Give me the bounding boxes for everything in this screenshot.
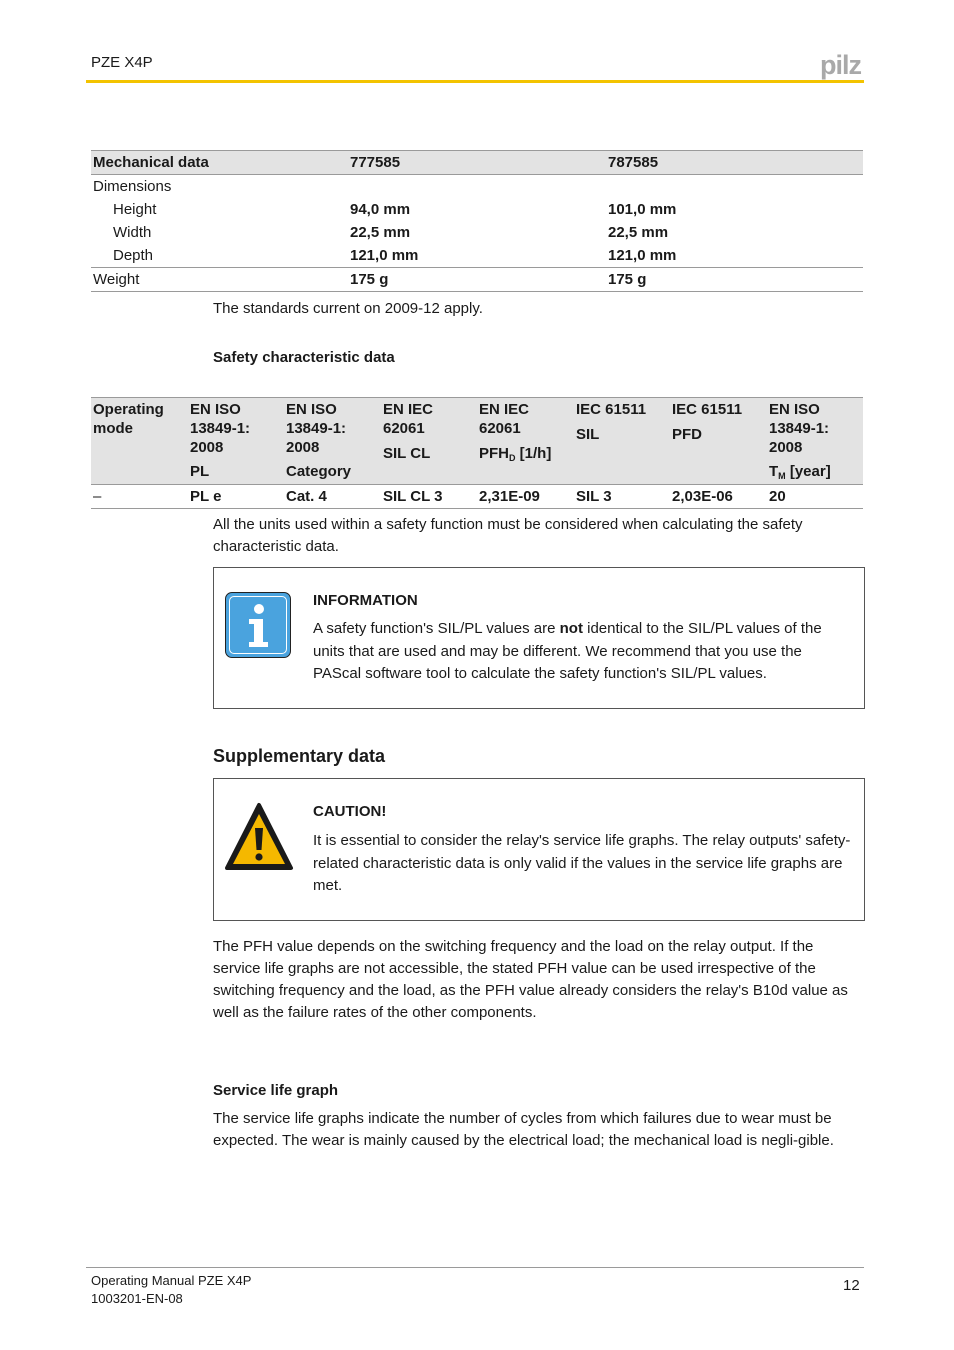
header-standard: EN ISO 13849-1: 2008 — [769, 401, 830, 456]
safety-heading: Safety characteristic data — [213, 349, 395, 366]
header-standard: IEC 61511 — [672, 401, 743, 418]
header-standard: EN ISO 13849-1: 2008 — [286, 401, 347, 456]
depth-label: Depth — [113, 247, 154, 264]
emphasis-not: not — [559, 620, 583, 637]
table-row — [91, 198, 863, 221]
safety-note: All the units used within a safety function must be considered when calculating the safety characteristic data. — [213, 516, 803, 555]
header-quantity: PL — [190, 463, 210, 480]
weight-value-777585: 175 g — [350, 271, 389, 288]
header-en-iec-pfhd — [479, 400, 571, 468]
information-icon — [225, 592, 291, 658]
header-standard: IEC 61511 — [576, 401, 647, 418]
dimensions-label: Dimensions — [93, 178, 172, 195]
header-en-iso-tm — [769, 400, 861, 481]
table-row — [91, 244, 863, 267]
caution-text: It is essential to consider the relay's service life graphs. The relay outputs' safety-related characteristic data is only valid if the values in the service life graphs are met. — [313, 832, 851, 894]
header-standard: EN IEC 62061 — [383, 401, 434, 437]
height-label: Height — [113, 201, 157, 218]
header-quantity: SIL — [576, 426, 600, 443]
header-standard: EN ISO 13849-1: 2008 — [190, 401, 251, 456]
footer-rule — [86, 1267, 864, 1268]
header-quantity: $PFH_D$ [1/h] — [479, 445, 552, 463]
depth-value-777585: 121,0 mm — [350, 247, 419, 264]
header-en-iso-pl — [190, 400, 282, 480]
service-life-text: The service life graphs indicate the number of cycles from which failures due to wear must be expected. The wear is mainly caused by the electrical load; the mechanical load is negli-gible. — [213, 1110, 834, 1149]
cell-tm: 20 — [769, 488, 786, 505]
cell-pfd: 2,03E-06 — [672, 488, 733, 505]
table-header-row — [91, 397, 863, 485]
information-box — [213, 567, 865, 709]
header-en-iec-sil-cl — [383, 400, 475, 463]
header-iec-61511-sil — [576, 400, 668, 444]
footer-manual-title: Operating Manual PZE X4P — [91, 1273, 252, 1288]
warning-icon — [224, 802, 294, 872]
header-en-iso-category — [286, 400, 378, 480]
table-row — [91, 267, 863, 292]
pilz-logo: pilz — [820, 50, 861, 80]
height-value-777585: 94,0 mm — [350, 201, 411, 218]
weight-value-787585: 175 g — [608, 271, 647, 288]
header-rule — [86, 80, 864, 83]
supplementary-heading: Supplementary data — [213, 746, 386, 766]
cell-operating-mode: – — [93, 488, 102, 505]
header-iec-61511-pfd — [672, 400, 764, 444]
caution-box — [213, 778, 865, 921]
cell-pl: PL e — [190, 488, 222, 505]
header-mechanical-data: Mechanical data — [93, 154, 209, 171]
header-quantity: Category — [286, 463, 352, 480]
table-row — [91, 485, 863, 509]
header-quantity: PFD — [672, 426, 702, 443]
information-text: A safety function's SIL/PL values are not identical to the SIL/PL values of the units that are used and may be different. We recommend that you use the PAScal software tool to calculate the safety function's SIL/PL values. — [313, 620, 822, 682]
cell-sil-cl: SIL CL 3 — [383, 488, 443, 505]
width-value-787585: 22,5 mm — [608, 224, 669, 241]
cell-sil: SIL 3 — [576, 488, 612, 505]
information-title: INFORMATION — [313, 592, 418, 609]
header-title: PZE X4P — [91, 54, 153, 71]
page-number: 12 — [843, 1277, 860, 1294]
mechanical-data-table — [91, 150, 863, 292]
width-label: Width — [113, 224, 152, 241]
header-quantity: SIL CL — [383, 445, 431, 462]
height-value-787585: 101,0 mm — [608, 201, 677, 218]
depth-value-787585: 121,0 mm — [608, 247, 677, 264]
pfh-paragraph: The PFH value depends on the switching frequency and the load on the relay output. If the service life graphs are not accessible, the stated PFH value can be used irrespective of the switching frequency and the load, as the PFH value already considers the relay's B10d value as well as the failure rates of the other components. — [213, 938, 848, 1021]
header-787585: 787585 — [608, 154, 659, 171]
weight-label: Weight — [93, 271, 140, 288]
caution-title: CAUTION! — [313, 803, 387, 820]
cell-pfhd: 2,31E-09 — [479, 488, 540, 505]
cell-category: Cat. 4 — [286, 488, 327, 505]
table-row — [91, 175, 863, 198]
header-quantity: $T_M$ [year] — [769, 463, 831, 481]
width-value-777585: 22,5 mm — [350, 224, 411, 241]
table-row — [91, 221, 863, 244]
service-life-heading: Service life graph — [213, 1082, 339, 1099]
operating-mode-label: Operating mode — [93, 401, 164, 437]
table-header-row — [91, 150, 863, 175]
standards-note: The standards current on 2009-12 apply. — [213, 300, 483, 317]
header-standard: EN IEC 62061 — [479, 401, 530, 437]
footer-doc-id: 1003201-EN-08 — [91, 1291, 183, 1306]
safety-data-table — [91, 397, 863, 509]
header-777585: 777585 — [350, 154, 401, 171]
header-operating-mode — [93, 400, 185, 438]
